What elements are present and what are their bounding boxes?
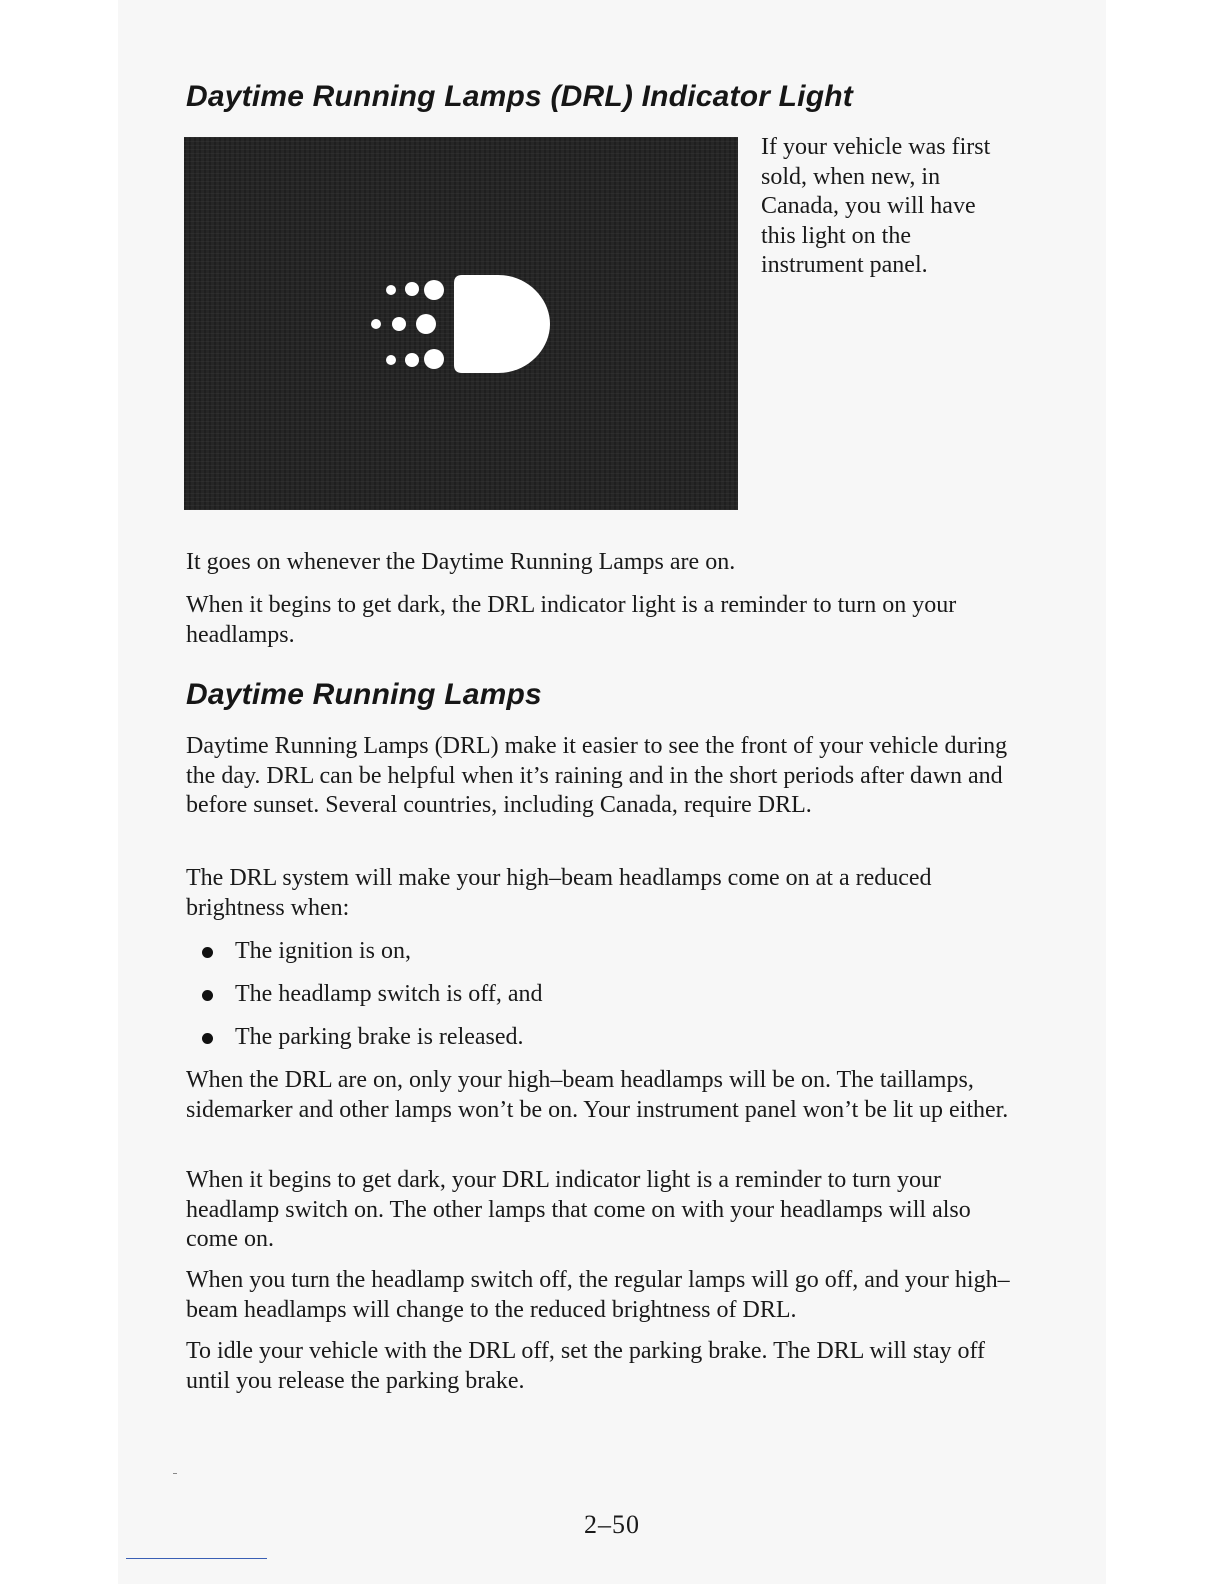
bullet-icon bbox=[202, 947, 213, 958]
drl-indicator-figure bbox=[184, 137, 738, 510]
drl-conditions-list bbox=[200, 937, 542, 1066]
drl-light-paragraph-1: It goes on whenever the Daytime Running Lamps are on. bbox=[186, 549, 736, 575]
drl-paragraph-5: When you turn the headlamp switch off, the regular lamps will go off, and your high–beam headlamps will change to the reduced brightness of DRL. bbox=[186, 1267, 1010, 1323]
page-number: 2–50 bbox=[584, 1510, 640, 1539]
drl-paragraph-1: Daytime Running Lamps (DRL) make it easier to see the front of your vehicle during the day. DRL can be helpful when it’s raining and in the short periods after dawn and before sunset. Several countries, including Canada, require DRL. bbox=[186, 733, 1008, 818]
list-item bbox=[200, 980, 542, 1023]
drl-paragraph-2: The DRL system will make your high–beam headlamps come on at a reduced brightness when: bbox=[186, 865, 932, 921]
section-title-drl: Daytime Running Lamps bbox=[186, 678, 542, 711]
bullet-icon bbox=[202, 990, 213, 1001]
list-item-text: The headlamp switch is off, and bbox=[235, 981, 543, 1007]
drl-paragraph-3: When the DRL are on, only your high–beam headlamps will be on. The taillamps, sidemarker and other lamps won’t be on. Your instrument panel won’t be lit up either. bbox=[186, 1067, 1009, 1123]
drl-paragraph-4: When it begins to get dark, your DRL indicator light is a reminder to turn your headlamp switch on. The other lamps that come on with your headlamps will also come on. bbox=[186, 1167, 971, 1252]
list-item bbox=[200, 1023, 542, 1066]
list-item bbox=[200, 937, 542, 980]
drl-indicator-icon bbox=[184, 137, 738, 510]
footer-rule bbox=[126, 1558, 267, 1559]
drl-paragraph-6: To idle your vehicle with the DRL off, set the parking brake. The DRL will stay off until you release the parking brake. bbox=[186, 1338, 986, 1394]
bullet-icon bbox=[202, 1033, 213, 1044]
scan-mark bbox=[173, 1473, 177, 1474]
section-title-drl-indicator: Daytime Running Lamps (DRL) Indicator Light bbox=[186, 80, 853, 113]
vehicle-canada-note: If your vehicle was first sold, when new, in Canada, you will have this light on the instrument panel. bbox=[761, 134, 991, 278]
list-item-text: The ignition is on, bbox=[235, 938, 411, 964]
drl-light-paragraph-2: When it begins to get dark, the DRL indicator light is a reminder to turn on your headlamps. bbox=[186, 592, 957, 648]
list-item-text: The parking brake is released. bbox=[235, 1024, 524, 1050]
